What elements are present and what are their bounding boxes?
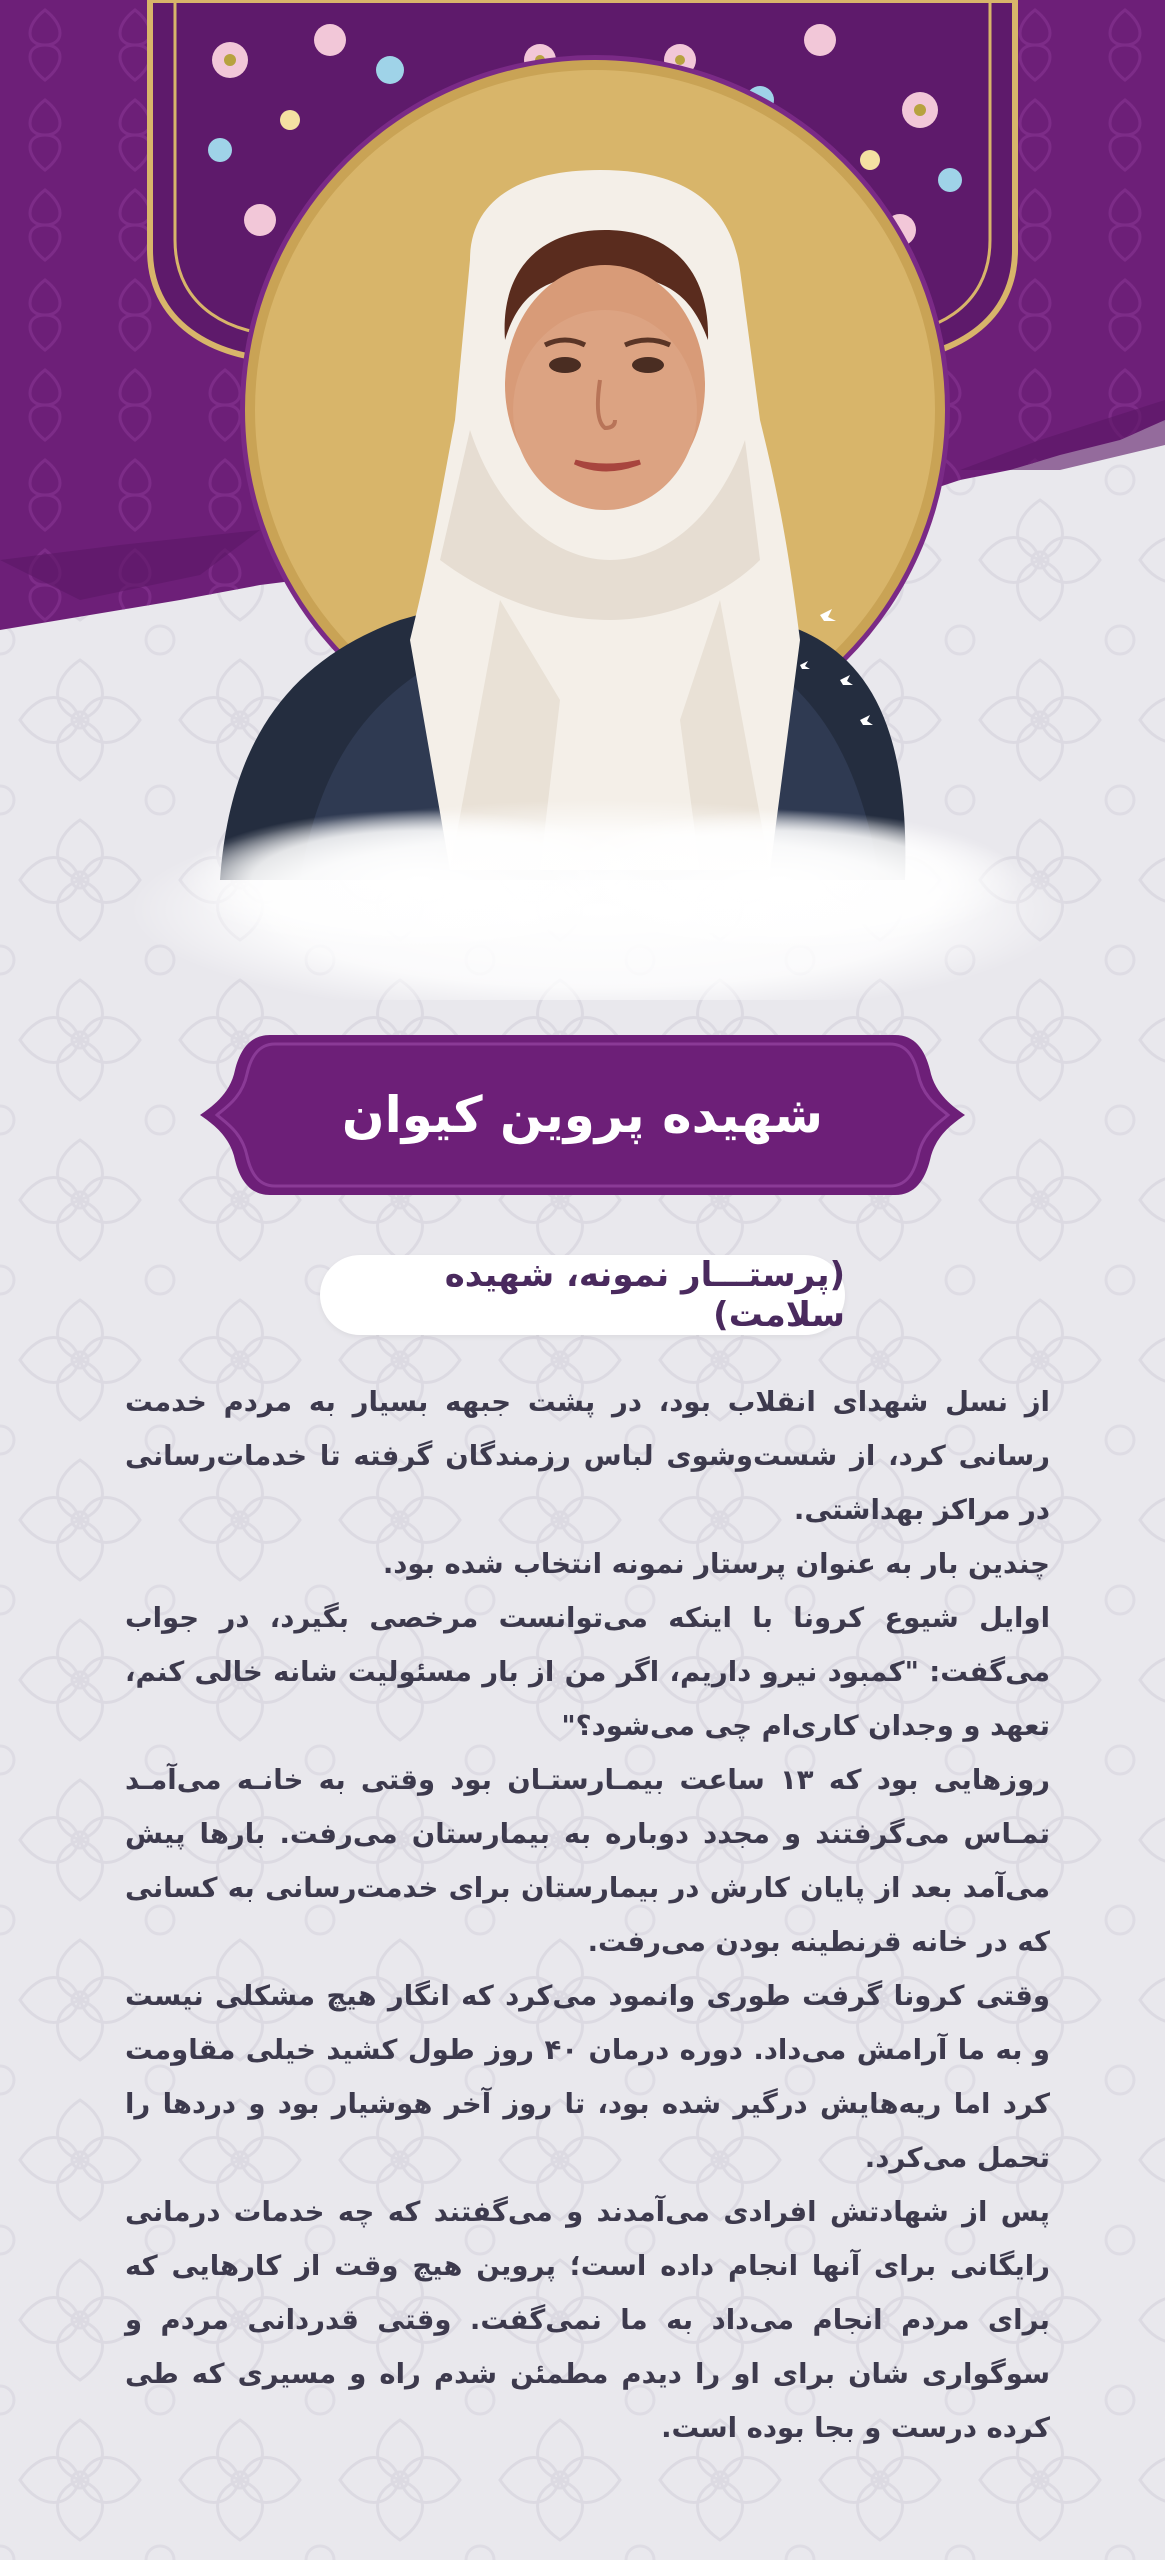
page-title: شهیده پروین کیوان (341, 1086, 824, 1144)
bio-paragraph: اوایل شیوع کرونا با اینکه می‌توانست مرخصی بگیرد، در جواب می‌گفت: "کمبود نیرو داریم، اگر من از بار مسئولیت شانه خالی کنم، تعهد و وجدان کاری‌ام چی می‌شود؟" (125, 1602, 1050, 1742)
bio-paragraph: پس از شهادتش افرادی می‌آمدند و می‌گفتند که چه خدمات درمانی رایگانی برای آنها انجام داده است؛ پروین هیچ وقت از کارهایی که برای مردم انجام می‌داد به ما نمی‌گفت. وقتی قدردانی مردم و سوگواری شان برای او را دیدم مطمئن شدم راه و مسیری که طی کرده درست و بجا بوده است. (125, 2196, 1050, 2444)
bio-paragraph: از نسل شهدای انقلاب بود، در پشت جبهه بسیار به مردم خدمت رسانی کرد، از شست‌وشوی لباس رزمندگان گرفته تا خدمات‌رسانی در مراکز بهداشتی. (125, 1386, 1050, 1526)
subtitle-badge: (پرستـــار نمونه، شهیده سلامت) (320, 1255, 845, 1335)
portrait-illustration (0, 0, 1165, 1000)
biography-text (125, 1375, 1050, 2455)
bio-paragraph: وقتی کرونا گرفت طوری وانمود می‌کرد که انگار هیچ مشکلی نیست و به ما آرامش می‌داد. دوره درمان ۴۰ روز طول کشید خیلی مقاومت کرد اما ریه‌هایش درگیر شده بود، تا روز آخر هوشیار بود و دردها را تحمل می‌کرد. (125, 1980, 1050, 2174)
bio-paragraph: روزهایی بود که ۱۳ ساعت بیمـارستـان بود وقتی به خانـه می‌آمـد تمـاس می‌گرفتند و مجدد دوباره به بیمارستان می‌رفت. بارها پیش می‌آمد بعد از پایان کارش در بیمارستان برای خدمت‌رسانی به کسانی که در خانه قرنطینه بودن می‌رفت. (125, 1764, 1050, 1958)
bio-paragraph: چندین بار به عنوان پرستار نمونه انتخاب شده بود. (382, 1548, 1050, 1580)
